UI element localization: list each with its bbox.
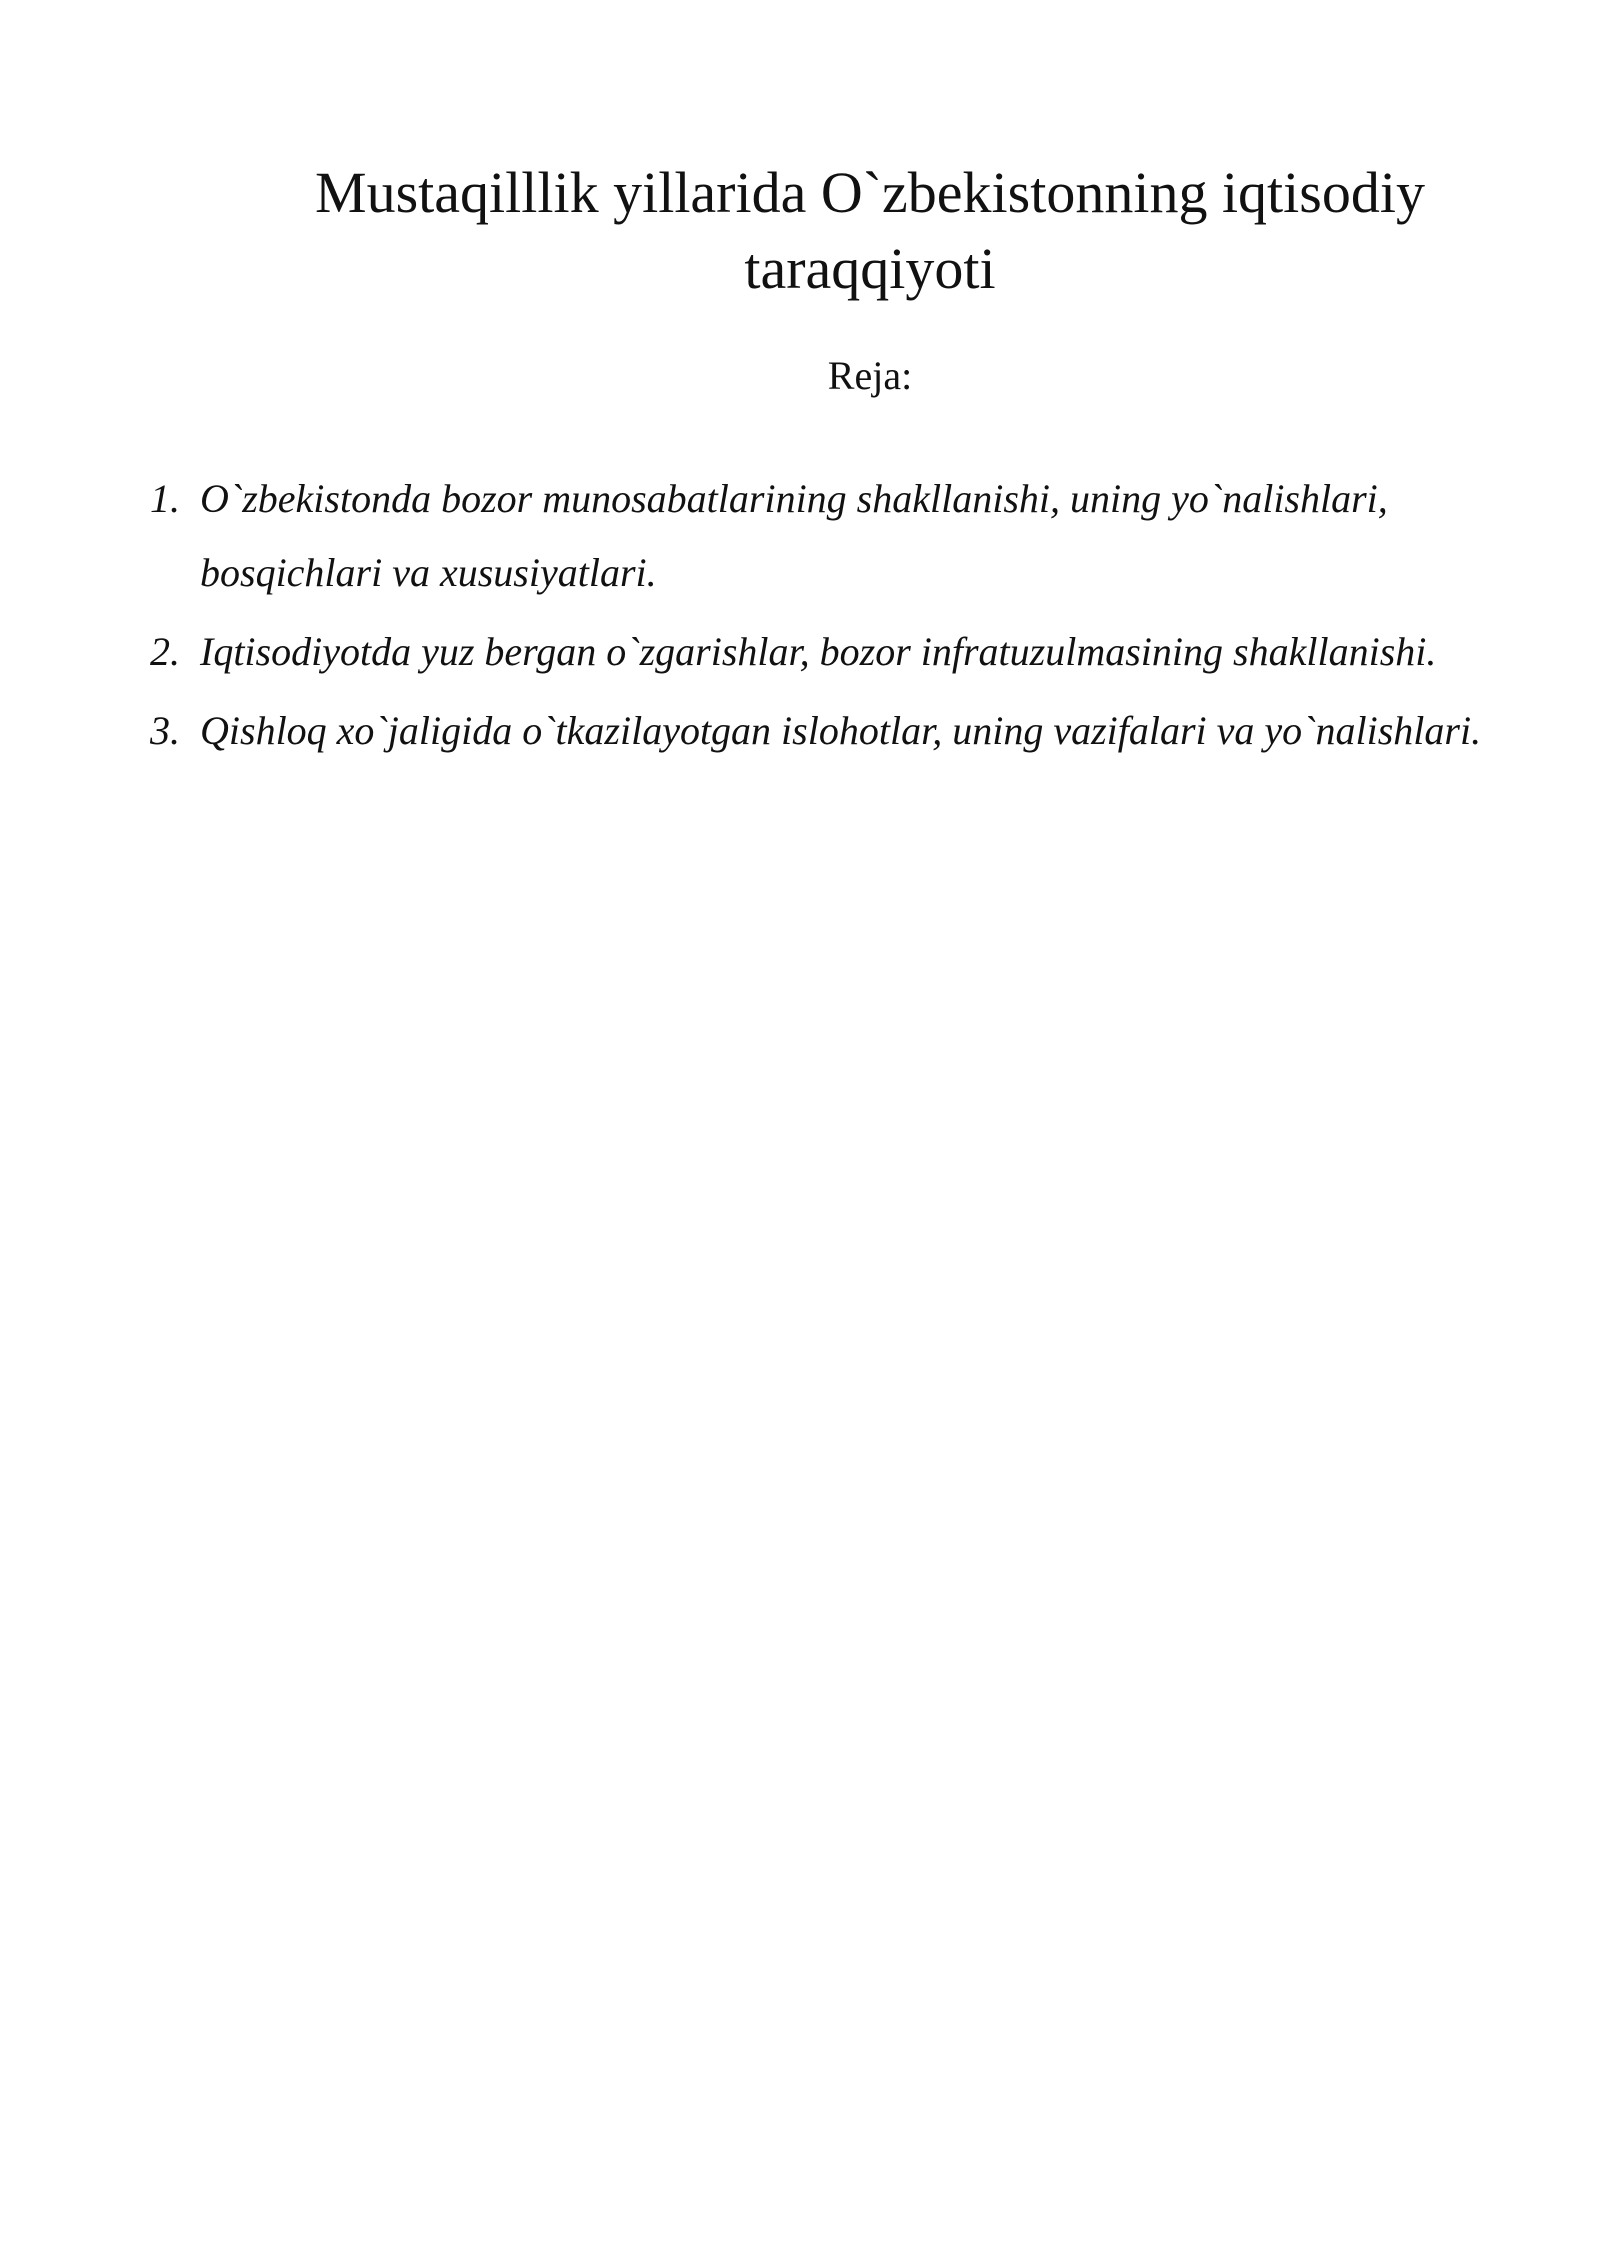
plan-item-3 [150, 694, 1500, 768]
plan-heading: Reja: [827, 353, 913, 398]
plan-list [150, 462, 1500, 773]
plan-item-1 [150, 462, 1500, 610]
plan-item-text: O`zbekistonda bozor munosabatlarining shakllanishi, uning yo`nalishlari, bosqichlari va xususiyatlari. [200, 476, 1388, 595]
plan-item-text: Iqtisodiyotda yuz bergan o`zgarishlar, bozor infratuzulmasining shakllanishi. [200, 629, 1437, 674]
plan-item-text: Qishloq xo`jaligida o`tkazilayotgan islohotlar, uning vazifalari va yo`nalishlari. [200, 708, 1482, 753]
title-line-1: Mustaqilllik yillarida O`zbekistonning iqtisodiy [315, 160, 1425, 225]
plan-item-number: 3. [150, 708, 180, 753]
page-title [240, 155, 1500, 307]
plan-item-number: 1. [150, 476, 180, 521]
plan-item-number: 2. [150, 629, 180, 674]
plan-item-2 [150, 615, 1500, 689]
title-line-2: taraqqiyoti [744, 236, 996, 301]
